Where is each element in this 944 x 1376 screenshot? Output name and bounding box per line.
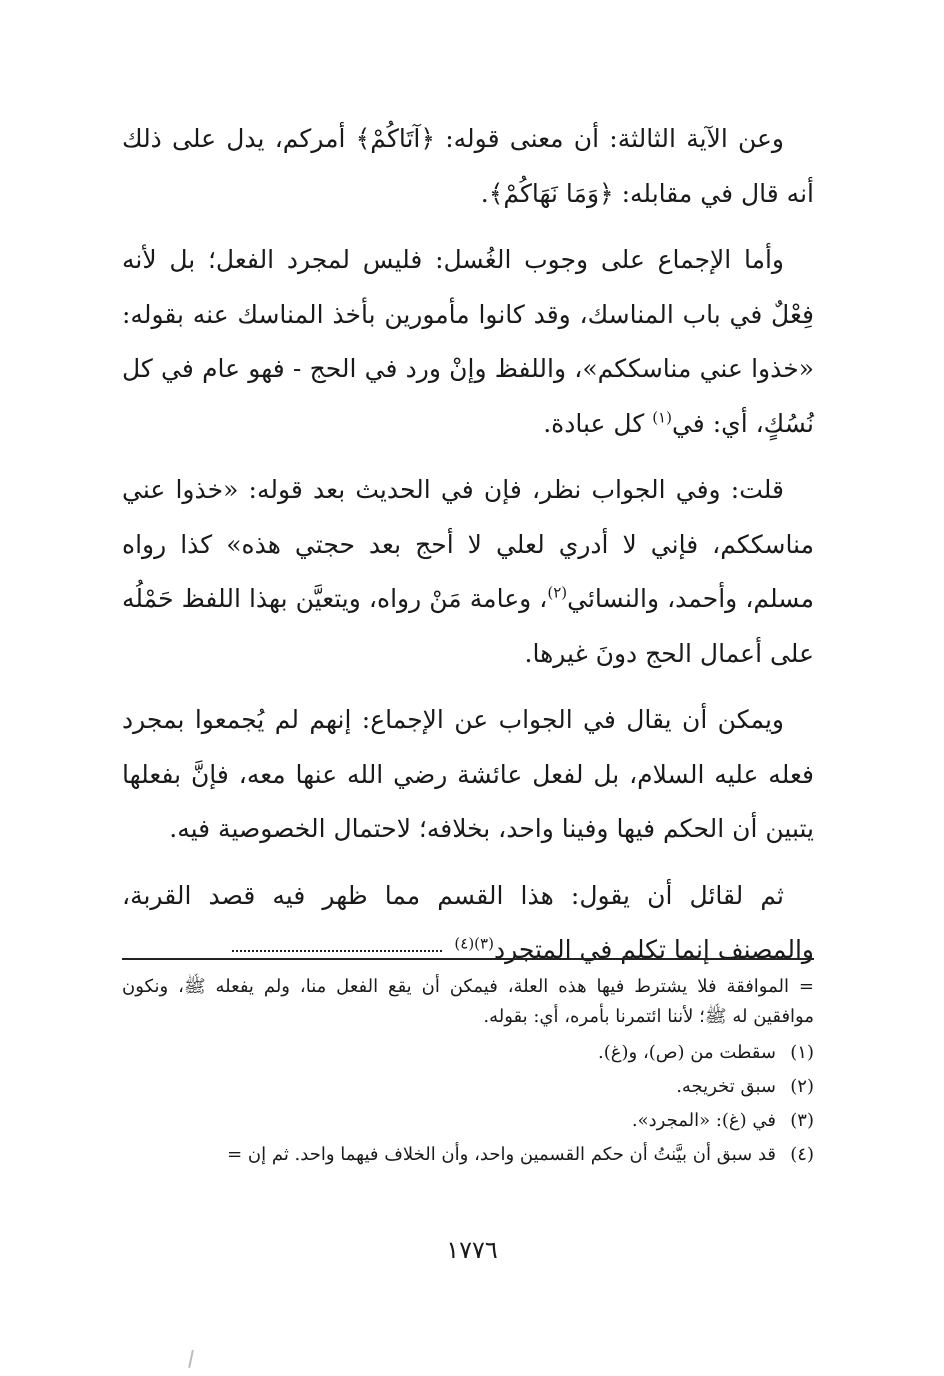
footnote-ref-3-4: (٣)(٤): [454, 934, 494, 953]
footnote-number: (٢): [790, 1076, 814, 1097]
page-number: ١٧٧٦: [446, 1236, 498, 1264]
footnote-number: (٣): [790, 1110, 814, 1131]
footnote-3: [122, 1106, 814, 1136]
paragraph-5-text: ثم لقائل أن يقول: هذا القسم مما ظهر فيه قصد القربة، والمصنف إنما تكلم في المتجرد: [122, 880, 814, 964]
paragraph-3-text-a: قلت: وفي الجواب نظر، فإن في الحديث بعد قوله: «خذوا عني مناسككم، فإني لا أدري لعلي لا أحج بعد حجتي هذه» كذا رواه مسلم، وأحمد، والنسائي: [122, 475, 814, 613]
footnote-text: سقطت من (ص)، و(غ).: [598, 1042, 776, 1063]
paragraph-1-text: وعن الآية الثالثة: أن معنى قوله: ﴿آتَاكُمْ﴾ أمركم، يدل على ذلك أنه قال في مقابله: ﴿وَمَا نَهَاكُمْ﴾.: [122, 124, 814, 208]
footnote-text: في (غ): «المجرد».: [631, 1110, 776, 1131]
paragraph-2-text: وأما الإجماع على وجوب الغُسل: فليس لمجرد الفعل؛ بل لأنه فِعْلٌ في باب المناسك، وقد كانوا مأمورين بأخذ المناسك عنه بقوله: «خذوا عني مناسككم»، واللفظ وإنْ ورد في الحج - فهو عام في كل نُسُكٍ، أي: في: [122, 245, 814, 438]
footnote-text: قد سبق أن بيَّنتُ أن حكم القسمين واحد، وأن الخلاف فيهما واحد. ثم إن =: [227, 1144, 776, 1165]
footnote-separator: [122, 958, 814, 960]
paragraph-4: [122, 693, 814, 857]
footnote-ref-2: (٢): [547, 583, 568, 602]
footnote-1: [122, 1038, 814, 1068]
footnote-number: (٤): [790, 1144, 814, 1165]
paragraph-2: [122, 233, 814, 451]
paragraph-3-text-b: ، وعامة مَنْ رواه، ويتعيَّن بهذا اللفظ حَمْلُه على أعمال الحج دونَ غيرها.: [122, 584, 814, 668]
paragraph-4-text: ويمكن أن يقال في الجواب عن الإجماع: إنهم لم يُجمعوا بمجرد فعله عليه السلام، بل لفعل عائشة رضي الله عنها معه، فإنَّ بفعلها يتبين أن الحكم فيها وفينا واحد، بخلافه؛ لاحتمال الخصوصية فيه.: [122, 705, 814, 843]
footnotes-section: [122, 972, 814, 1174]
footnote-2: [122, 1072, 814, 1102]
paragraph-5: [122, 869, 814, 978]
footnote-continuation: = الموافقة فلا يشترط فيها هذه العلة، فيمكن أن يقع الفعل منا، ولم يفعله ﷺ، ونكون موافقين له ﷺ؛ لأننا ائتمرنا بأمره، أي: بقوله.: [122, 976, 814, 1027]
main-text-body: [122, 112, 814, 992]
footnote-4: [122, 1140, 814, 1170]
footnote-ref-1: (١): [652, 408, 672, 427]
footnote-number: (١): [790, 1042, 814, 1063]
footnote-text: سبق تخريجه.: [676, 1076, 776, 1097]
paragraph-3: [122, 463, 814, 681]
dotted-leader: [232, 950, 442, 952]
scan-mark: [188, 1350, 194, 1368]
paragraph-2-end: كل عبادة.: [543, 408, 653, 438]
paragraph-1: [122, 112, 814, 221]
